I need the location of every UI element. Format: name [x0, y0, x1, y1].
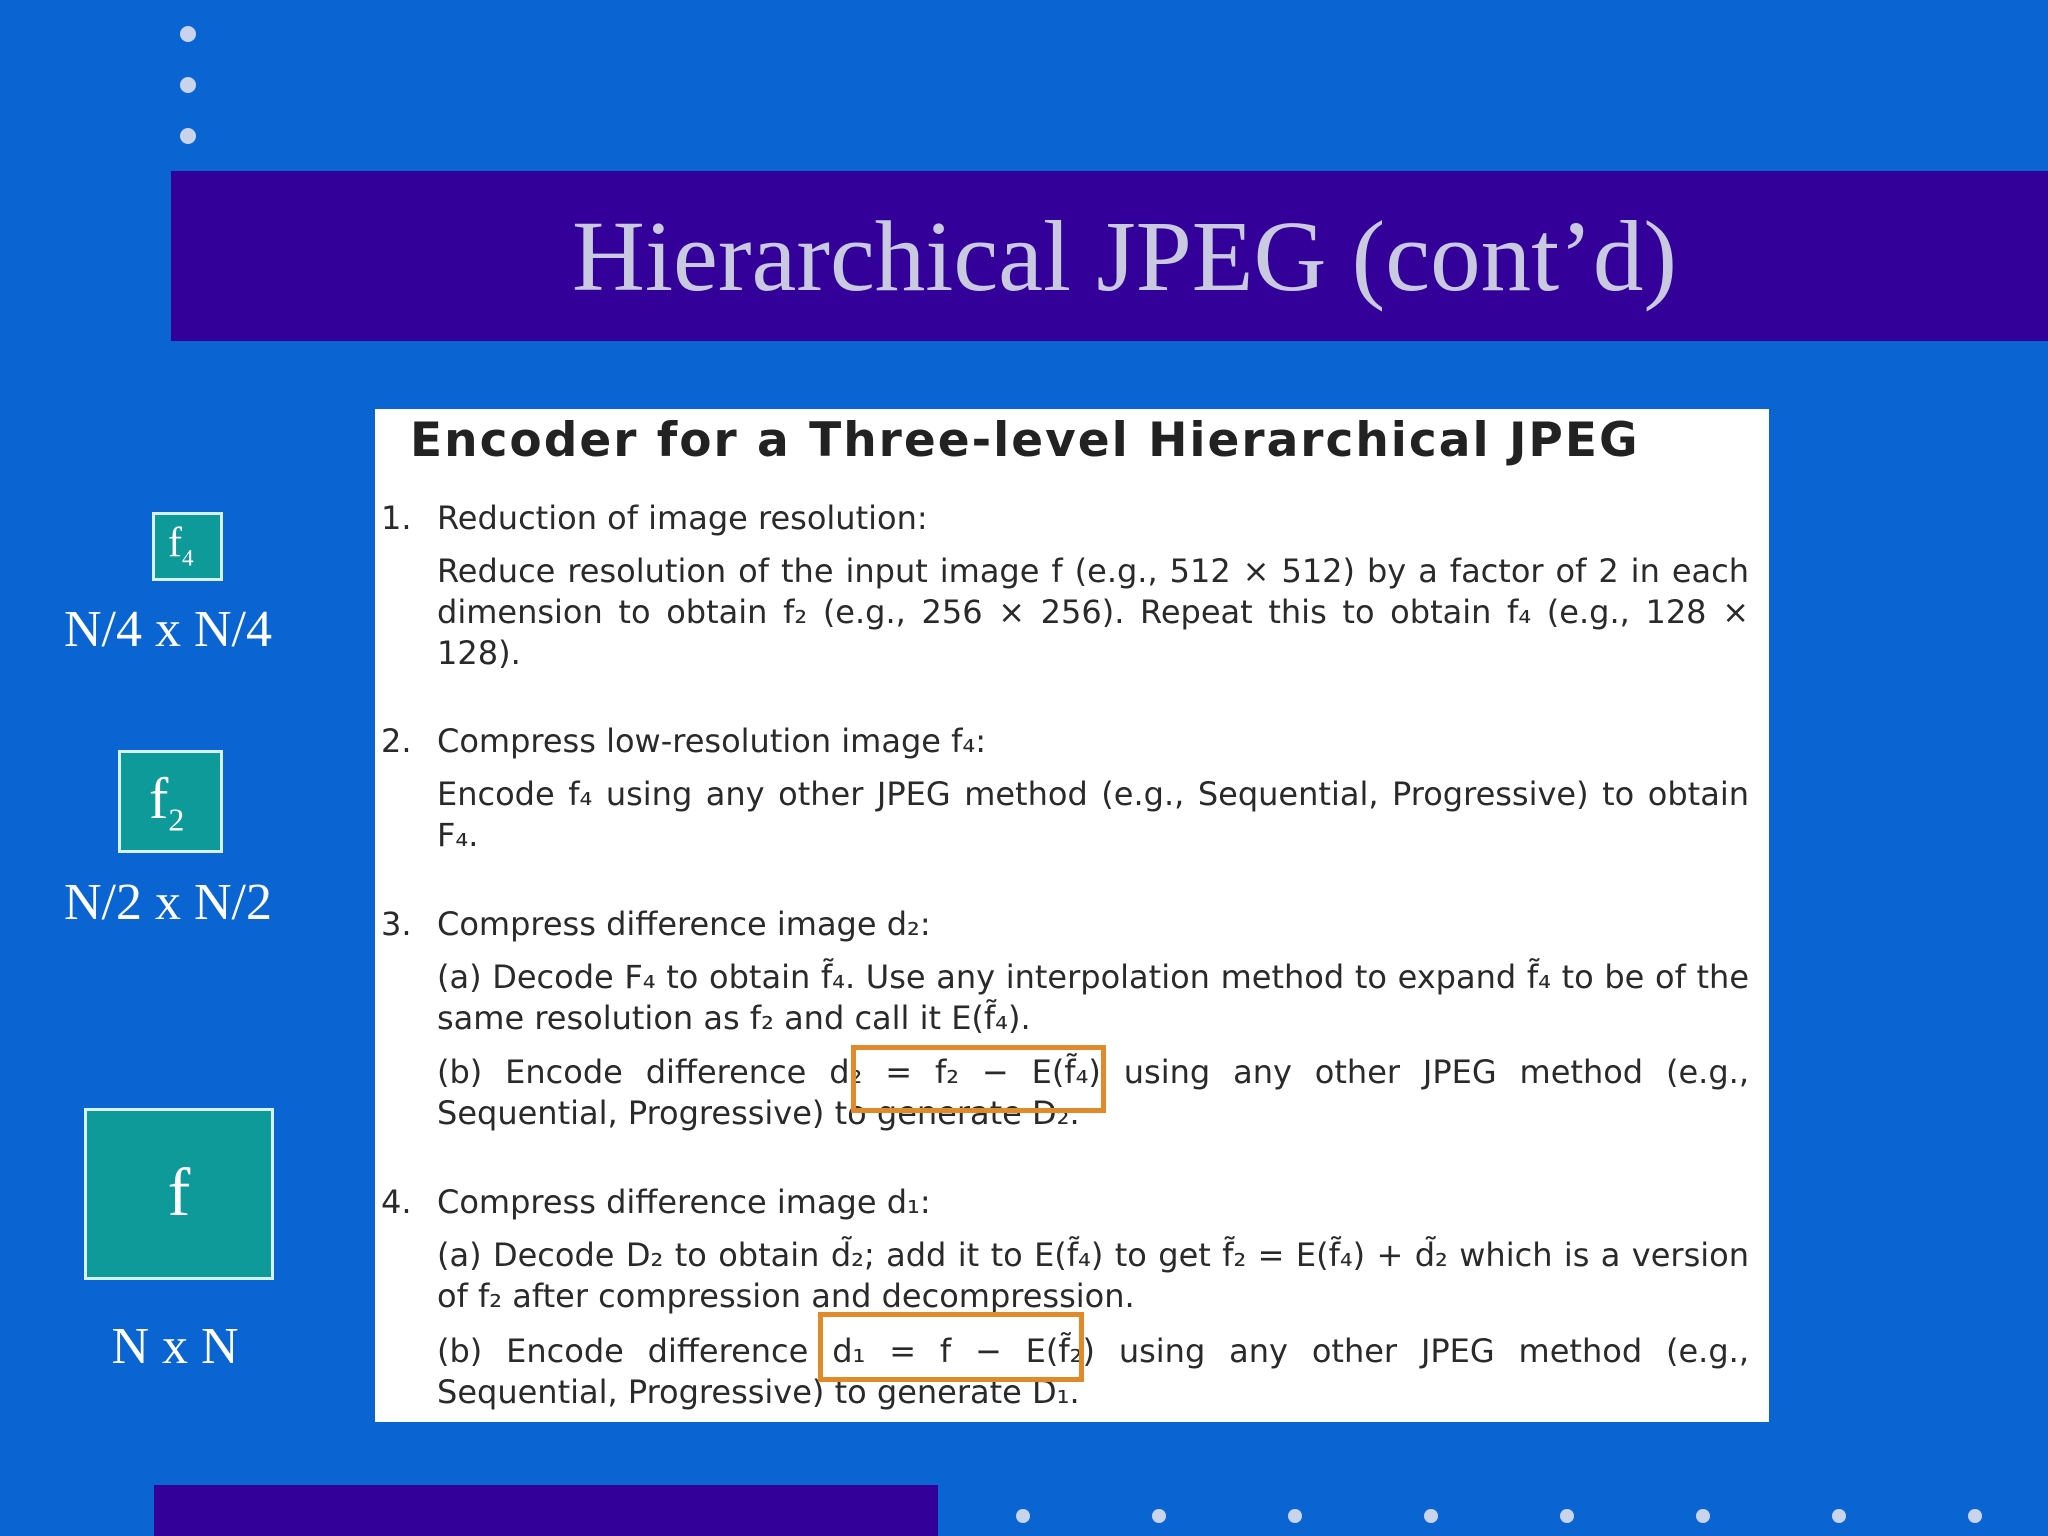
encoder-panel — [375, 409, 1769, 1422]
decor-dot — [1016, 1509, 1030, 1523]
slide-title: Hierarchical JPEG (cont’d) — [572, 200, 1677, 312]
step-heading: Compress difference image d₁: — [437, 1183, 931, 1221]
step-paragraph: (a) Decode D₂ to obtain d̃₂; add it to E(f̃₄) to get f̃₂ = E(f̃₄) + d̃₂ which is a version of f₂ after compression and decompression. — [437, 1236, 1749, 1315]
decor-dot — [180, 26, 196, 42]
step-number: 1. — [381, 499, 412, 537]
level-box-f4: $f_4$ — [152, 512, 223, 581]
step-paragraph: Encode f₄ using any other JPEG method (e.g., Sequential, Progressive) to obtain F₄. — [437, 775, 1749, 854]
highlight-box-d1 — [818, 1312, 1084, 1382]
level-label-f: N x N — [111, 1318, 239, 1375]
step-heading: Reduction of image resolution: — [437, 499, 928, 537]
level-label-f4: N/4 x N/4 — [64, 601, 272, 658]
step-paragraph: (b) Encode difference d₁ = f − E(f̃₂) using any other JPEG method (e.g., Sequential, Progressive) to generate D₁. — [437, 1332, 1749, 1411]
footer-band — [154, 1485, 938, 1536]
step-number: 2. — [381, 722, 412, 760]
step-heading: Compress difference image d₂: — [437, 905, 931, 943]
step-number: 3. — [381, 905, 412, 943]
decor-dot — [1152, 1509, 1166, 1523]
step-heading: Compress low-resolution image f₄: — [437, 722, 986, 760]
step-paragraph: Reduce resolution of the input image f (e.g., 512 × 512) by a factor of 2 in each dimension to obtain f₂ (e.g., 256 × 256). Repeat this to obtain f₄ (e.g., 128 × 128). — [437, 552, 1749, 672]
decor-dot — [1424, 1509, 1438, 1523]
decor-dot — [1968, 1509, 1982, 1523]
decor-dot — [180, 77, 196, 93]
decor-dot — [1696, 1509, 1710, 1523]
level-box-f: f — [84, 1108, 274, 1280]
decor-dot — [1560, 1509, 1574, 1523]
level-label-f2: N/2 x N/2 — [64, 874, 272, 931]
decor-dot — [180, 128, 196, 144]
panel-title: Encoder for a Three-level Hierarchical JPEG — [410, 413, 1640, 468]
level-box-f2: $f_2$ — [118, 750, 223, 853]
decor-dot — [1832, 1509, 1846, 1523]
decor-dot — [1288, 1509, 1302, 1523]
title-band — [171, 171, 2048, 341]
highlight-box-d2 — [851, 1045, 1106, 1113]
step-number: 4. — [381, 1183, 412, 1221]
step-paragraph: (b) Encode difference d₂ = f₂ − E(f̃₄) using any other JPEG method (e.g., Sequential, Progressive) to generate D₂. — [437, 1053, 1749, 1132]
step-paragraph: (a) Decode F₄ to obtain f̃₄. Use any interpolation method to expand f̃₄ to be of the same resolution as f₂ and call it E(f̃₄). — [437, 958, 1749, 1037]
